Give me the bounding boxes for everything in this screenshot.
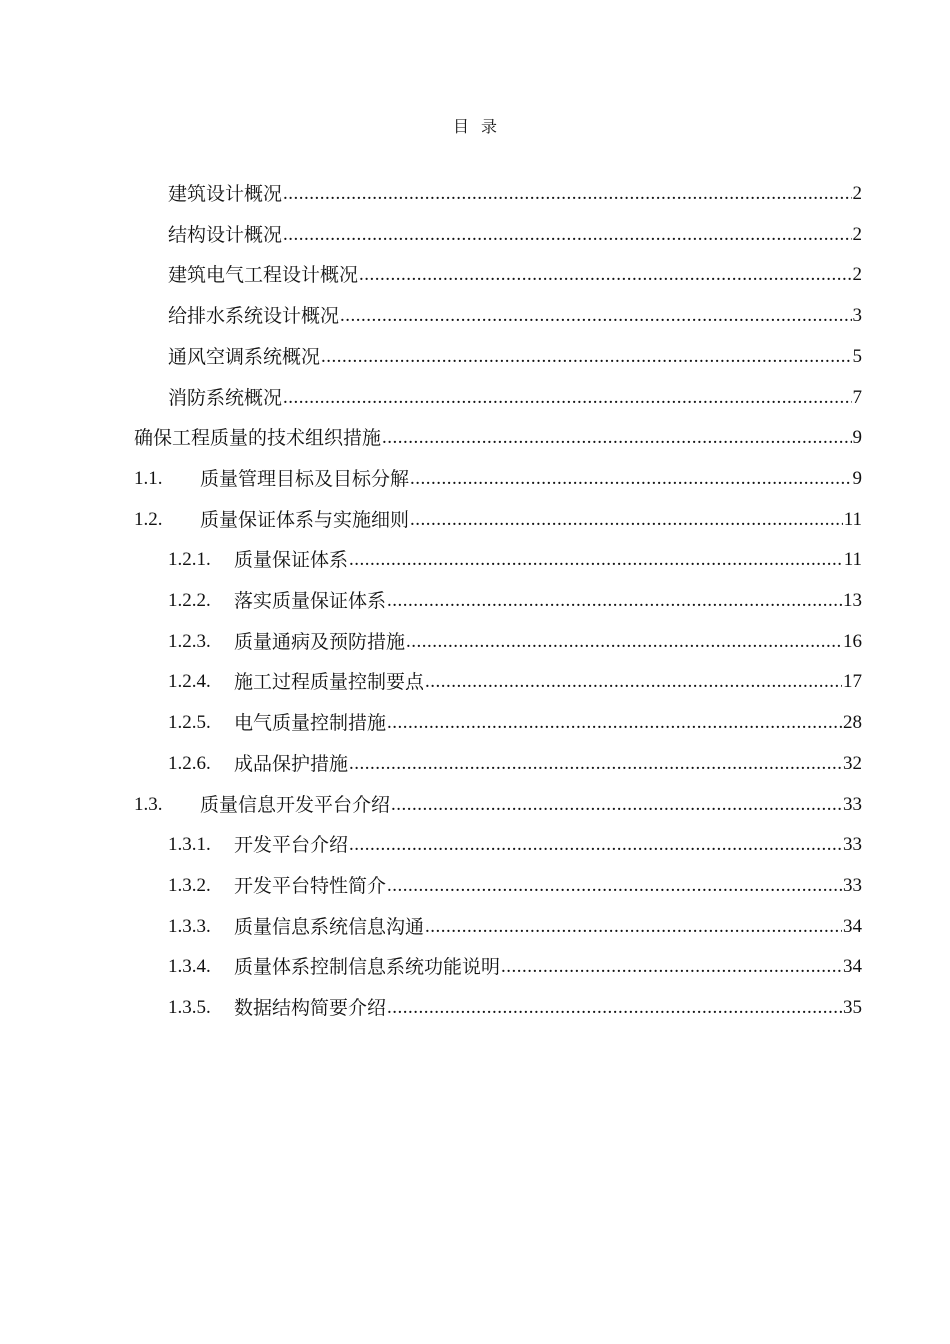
toc-entry-page-number: 2 bbox=[852, 223, 862, 245]
toc-entry[interactable] bbox=[168, 207, 862, 247]
toc-entry-title: 质量通病及预防措施 bbox=[234, 630, 406, 653]
toc-entry[interactable] bbox=[168, 573, 862, 613]
toc-entry-page-number: 34 bbox=[843, 915, 862, 937]
toc-entry-title: 开发平台介绍 bbox=[234, 834, 349, 857]
toc-entry-title: 质量信息系统信息沟通 bbox=[234, 915, 425, 938]
toc-entry[interactable] bbox=[168, 654, 862, 694]
toc-entry[interactable] bbox=[168, 736, 862, 776]
toc-entry[interactable] bbox=[168, 980, 862, 1020]
toc-entry-title: 质量保证体系与实施细则 bbox=[200, 508, 410, 531]
toc-entry-page-number: 13 bbox=[843, 590, 862, 611]
dot-leader bbox=[387, 711, 842, 735]
dot-leader bbox=[283, 386, 851, 410]
toc-entry-number: 1.2.3. bbox=[168, 630, 211, 652]
toc-entry-page-number: 35 bbox=[843, 997, 862, 1018]
toc-entry-title: 给排水系统设计概况 bbox=[168, 305, 340, 328]
dot-leader bbox=[387, 996, 842, 1020]
toc-entry[interactable] bbox=[134, 492, 862, 532]
toc-entry-page-number: 5 bbox=[852, 345, 862, 367]
toc-entry-number: 1.2.2. bbox=[168, 590, 211, 611]
toc-entry-page-number: 33 bbox=[843, 793, 862, 815]
toc-entry[interactable] bbox=[134, 410, 862, 450]
toc-entry[interactable] bbox=[168, 247, 862, 287]
dot-leader bbox=[501, 955, 842, 979]
toc-entry-title: 电气质量控制措施 bbox=[234, 712, 387, 735]
toc-entry[interactable] bbox=[168, 288, 862, 328]
toc-entry-page-number: 32 bbox=[843, 752, 862, 774]
toc-entry-page-number: 16 bbox=[843, 630, 862, 652]
toc-entry[interactable] bbox=[168, 939, 862, 979]
dot-leader bbox=[406, 630, 842, 654]
toc-entry[interactable] bbox=[168, 695, 862, 735]
toc-entry[interactable] bbox=[168, 329, 862, 369]
toc-entry-number: 1.3. bbox=[134, 793, 163, 815]
toc-entry-title: 数据结构简要介绍 bbox=[234, 997, 387, 1019]
toc-entry-title: 质量保证体系 bbox=[234, 549, 349, 572]
toc-entry-title: 成品保护措施 bbox=[234, 752, 349, 775]
dot-leader bbox=[425, 915, 842, 939]
toc-entry-page-number: 9 bbox=[852, 467, 862, 489]
page-title: 目录 bbox=[452, 117, 509, 136]
dot-leader bbox=[387, 589, 842, 613]
toc-entry-page-number: 2 bbox=[852, 264, 862, 286]
toc-entry-page-number: 3 bbox=[852, 305, 862, 327]
toc-entry-title: 落实质量保证体系 bbox=[234, 590, 387, 612]
toc-entry-page-number: 11 bbox=[843, 549, 862, 571]
toc-entry-title: 建筑电气工程设计概况 bbox=[168, 264, 359, 287]
toc-entry-title: 确保工程质量的技术组织措施 bbox=[134, 427, 382, 450]
toc-entry-number: 1.2.6. bbox=[168, 752, 211, 774]
toc-entry-title: 消防系统概况 bbox=[168, 386, 283, 409]
toc-entry-number: 1.3.4. bbox=[168, 956, 211, 978]
toc-entry-page-number: 34 bbox=[843, 956, 862, 978]
toc-entry[interactable] bbox=[168, 899, 862, 939]
dot-leader bbox=[410, 467, 851, 491]
toc-entry-title: 质量信息开发平台介绍 bbox=[200, 793, 391, 816]
toc-entry-page-number: 28 bbox=[843, 712, 862, 734]
toc-entry[interactable] bbox=[134, 451, 862, 491]
dot-leader bbox=[349, 752, 842, 776]
toc-entry[interactable] bbox=[168, 532, 862, 572]
dot-leader bbox=[382, 426, 851, 450]
dot-leader bbox=[425, 670, 842, 694]
toc-entry-number: 1.2. bbox=[134, 508, 163, 530]
toc-entry-number: 1.2.1. bbox=[168, 549, 211, 571]
toc-entry-title: 质量体系控制信息系统功能说明 bbox=[234, 956, 501, 979]
toc-entry-title: 施工过程质量控制要点 bbox=[234, 671, 425, 694]
dot-leader bbox=[391, 793, 842, 817]
toc-entry-number: 1.3.2. bbox=[168, 874, 211, 896]
toc-entry-page-number: 11 bbox=[843, 508, 862, 530]
toc-entry-number: 1.2.4. bbox=[168, 671, 211, 693]
toc-entry[interactable] bbox=[168, 817, 862, 857]
dot-leader bbox=[283, 223, 851, 247]
toc-entry[interactable] bbox=[168, 370, 862, 410]
toc-entry-number: 1.3.1. bbox=[168, 834, 211, 856]
toc-entry-page-number: 9 bbox=[852, 427, 862, 449]
dot-leader bbox=[349, 548, 843, 572]
dot-leader bbox=[340, 304, 851, 328]
toc-entry[interactable] bbox=[168, 614, 862, 654]
dot-leader bbox=[359, 263, 851, 287]
toc-entry[interactable] bbox=[134, 777, 862, 817]
toc-entry-title: 质量管理目标及目标分解 bbox=[200, 467, 410, 490]
toc-entry-title: 结构设计概况 bbox=[168, 223, 283, 246]
dot-leader bbox=[410, 508, 843, 532]
toc-entry-number: 1.3.3. bbox=[168, 915, 211, 937]
toc-entry-page-number: 33 bbox=[843, 874, 862, 896]
toc-entry[interactable] bbox=[168, 858, 862, 898]
toc-entry-page-number: 17 bbox=[843, 671, 862, 693]
dot-leader bbox=[283, 182, 851, 206]
toc-entry-title: 开发平台特性简介 bbox=[234, 874, 387, 897]
toc-entry-title: 建筑设计概况 bbox=[168, 183, 283, 205]
toc-entry-number: 1.1. bbox=[134, 467, 163, 489]
dot-leader bbox=[321, 345, 851, 369]
toc-entry-title: 通风空调系统概况 bbox=[168, 345, 321, 368]
toc-entry-number: 1.2.5. bbox=[168, 712, 211, 734]
toc-entry-page-number: 7 bbox=[852, 386, 862, 408]
toc-entry-page-number: 2 bbox=[852, 183, 862, 204]
toc-entry-page-number: 33 bbox=[843, 834, 862, 856]
dot-leader bbox=[387, 874, 842, 898]
toc-entry[interactable] bbox=[168, 166, 862, 206]
dot-leader bbox=[349, 833, 842, 857]
toc-entry-number: 1.3.5. bbox=[168, 997, 211, 1018]
